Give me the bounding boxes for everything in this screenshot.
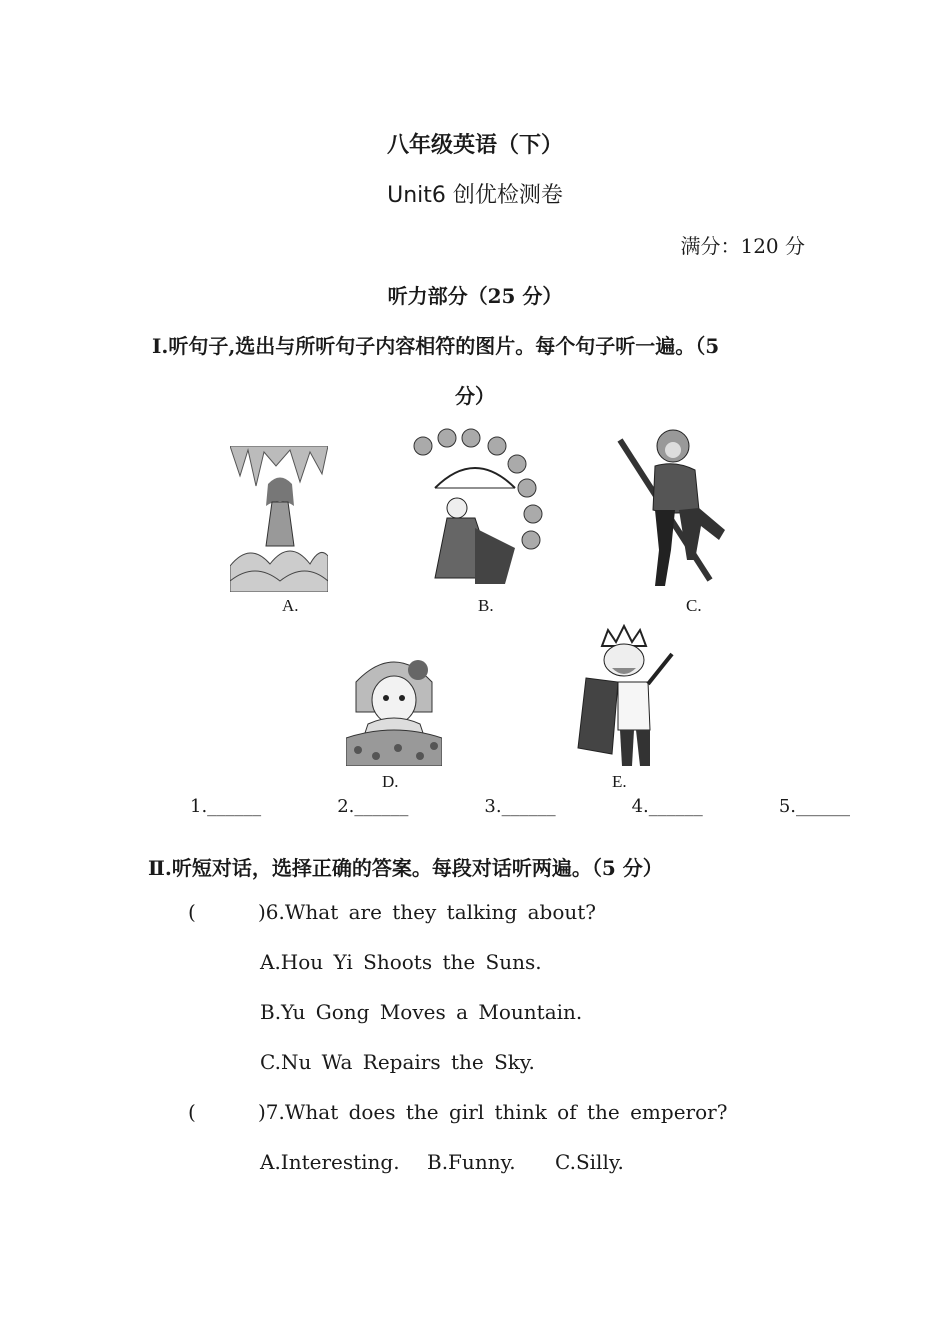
- question-6: [188, 900, 596, 924]
- option-7c: C.Silly.: [555, 1150, 624, 1174]
- answer-blank[interactable]: 4.______: [631, 796, 703, 817]
- picture-label-a: A.: [282, 596, 299, 615]
- question-7: [188, 1100, 727, 1124]
- picture-label-b: B.: [478, 596, 494, 615]
- page-title: 八年级英语（下）: [386, 133, 563, 158]
- emperor-picture: [572, 624, 684, 768]
- option-7a: A.Interesting.: [260, 1150, 400, 1174]
- question-text: 6.What are they talking about?: [265, 900, 596, 924]
- answer-blank[interactable]: 5.______: [778, 796, 850, 817]
- answer-blank[interactable]: 1.______: [190, 796, 262, 817]
- girl-with-flowers-picture: [346, 642, 442, 766]
- option-6b: B.Yu Gong Moves a Mountain.: [260, 1000, 583, 1024]
- option-7b: B.Funny.: [427, 1150, 516, 1174]
- monkey-king-picture: [615, 420, 735, 592]
- answer-paren[interactable]: ( ): [188, 900, 266, 924]
- picture-label-c: C.: [686, 596, 702, 615]
- picture-label-e: E.: [612, 772, 627, 791]
- answer-blank[interactable]: 2.______: [337, 796, 409, 817]
- option-6a: A.Hou Yi Shoots the Suns.: [260, 950, 542, 974]
- archer-shooting-suns-picture: [405, 428, 550, 588]
- option-6c: C.Nu Wa Repairs the Sky.: [260, 1050, 535, 1074]
- question-text: 7.What does the girl think of the emperor?: [265, 1100, 728, 1124]
- section1-instruction-cont: 分）: [455, 384, 495, 408]
- section1-instruction: Ⅰ.听句子,选出与所听句子内容相符的图片。每个句子听一遍。（5: [152, 334, 720, 358]
- page-subtitle: Unit6 创优检测卷: [387, 183, 563, 208]
- answer-blank[interactable]: 3.______: [484, 796, 556, 817]
- answer-paren[interactable]: ( ): [188, 1100, 266, 1124]
- listening-heading: 听力部分（25 分）: [387, 284, 563, 308]
- fairy-in-waves-picture: [230, 446, 328, 592]
- answer-blanks: [190, 796, 850, 817]
- section2-instruction: Ⅱ.听短对话，选择正确的答案。每段对话听两遍。（5 分）: [148, 856, 663, 880]
- total-score: 满分：120 分: [680, 234, 805, 258]
- picture-label-d: D.: [382, 772, 399, 791]
